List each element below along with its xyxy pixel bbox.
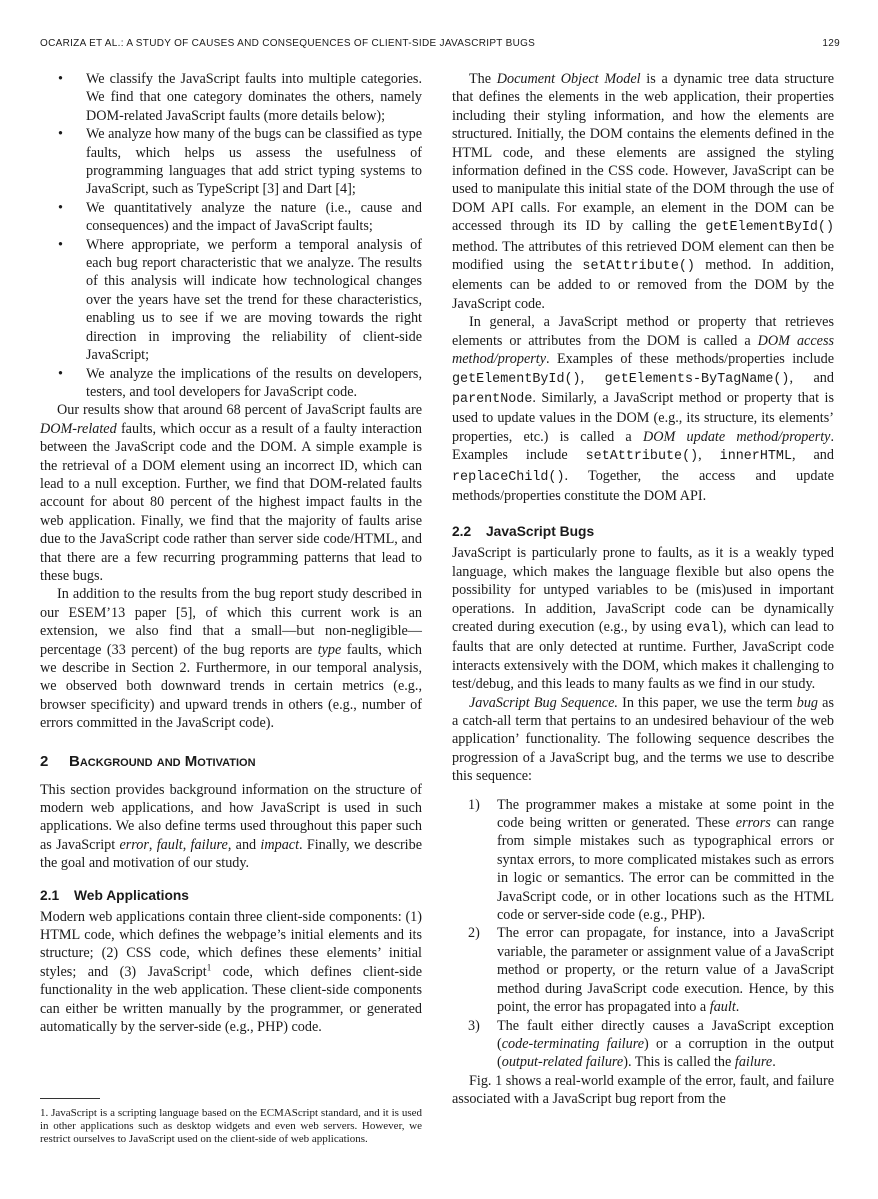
extension-paragraph: In addition to the results from the bug report study described in our ESEM’13 paper [5], of which this current work is an extension, we also find that a small—but non-negligible—percentage (33 percent) of the bug reports are type faults, which we describe in Section 2. Furthermore, in our temporal analysis, we observed both downward trends in certain metrics (e.g., browser specificity) and upward trends in others (e.g., number of errors committed in the JavaScript code). bbox=[40, 586, 422, 732]
list-item: • We quantitatively analyze the nature (i.e., cause and consequences) and the impact of JavaScript faults; bbox=[40, 199, 422, 236]
results-paragraph: Our results show that around 68 percent of JavaScript faults are DOM-related faults, which occur as a result of a faulty interaction between the JavaScript code and the DOM. A simple example is the retrieval of a DOM element using an incorrect ID, which can lead to a null exception. Further, we find that DOM-related faults account for about 80 percent of the highest impact faults in the web application. Finally, we find that the majority of faults arise due to the JavaScript code rather than server side code/HTML, and that there are a few recurring programming patterns that lead to these bugs. bbox=[40, 402, 422, 584]
list-item: • Where appropriate, we perform a temporal analysis of each bug report characteristic that we analyze. The results of this analysis will indicate how technological changes over the years have set the trend for these characteristics, enabling us to see if we are moving towards the right direction in improving the reliability of client-side JavaScript; bbox=[40, 236, 422, 365]
list-item: 1) The programmer makes a mistake at some point in the code being written or generated. These errors can range from simple mistakes such as typographical errors or syntax errors, to more complicated mistakes such as errors in logic or semantics. The error can be committed in the JavaScript code, or in other locations such as the HTML code or server-side code (e.g., PHP). bbox=[468, 796, 835, 924]
dom-paragraph: The Document Object Model is a dynamic tree data structure that defines the elements in the web application, their properties including their styling information, and how the elements are structured. Initially, the DOM contains the elements defined in the HTML code, and these elements are assigned the styling information defined in the CSS code. However, JavaScript can be used to manipulate this initial state of the DOM through the use of DOM API calls. For example, an element in the DOM can be accessed through its ID by calling the getElementById() method. The attributes of this retrieved DOM element can then be modified using the setAttribute() method. In addition, elements can be added to or removed from the DOM by the JavaScript code. bbox=[452, 71, 835, 312]
page-number: 129 bbox=[822, 38, 840, 49]
web-applications-paragraph: Modern web applications contain three client-side components: (1) HTML code, which defines the webpage’s initial elements and its structure; (2) CSS code, which defines these elements’ initial styles; and (3) JavaScript$^1$ code, which defines client-side functionality in the web application. These client-side components can either be written manually by the programmer, or generated automatically by the server-side (e.g., PHP) code. bbox=[40, 908, 423, 1036]
bug-sequence-paragraph: JavaScript Bug Sequence. In this paper, we use the term bug as a catch-all term that pertains to an undesired behaviour of the web application’ functionality. The following sequence describes the progression of a JavaScript bug, and the terms we use to describe this sequence: bbox=[452, 694, 834, 785]
javascript-bugs-paragraph: JavaScript is particularly prone to faults, as it is a weakly typed language, which makes the language flexible but also opens the possibility for untyped variables to be (mis)used in important operations. In addition, JavaScript code can be dynamically created during execution (e.g., by using eval), which can lead to faults that are only detected at runtime. Further, JavaScript code interacts extensively with the DOM, which makes it challenging to test/debug, and this leads to many faults as we find in our study. bbox=[452, 545, 835, 693]
dom-api-paragraph: In general, a JavaScript method or property that retrieves elements or attributes from the DOM is called a DOM access method/property. Examples of these methods/properties include getElementById(), getElements-ByTagName(), and parentNode. Similarly, a JavaScript method or property that is used to update values in the DOM (e.g., its structure, its elements’ properties, etc.) is called a DOM update method/property. Examples include setAttribute(), innerHTML, and replaceChild(). Together, the access and update methods/properties constitute the DOM API. bbox=[452, 314, 834, 504]
running-head-title: OCARIZA ET AL.: A STUDY OF CAUSES AND CONSEQUENCES OF CLIENT-SIDE JAVASCRIPT BUGS bbox=[40, 38, 536, 49]
right-column bbox=[452, 70, 834, 1109]
section-heading-background: 2 Background and Motivation bbox=[40, 752, 256, 770]
subsection-heading-web-applications: 2.1 Web Applications bbox=[40, 887, 189, 903]
list-item: 2) The error can propagate, for instance, into a JavaScript variable, the parameter or assignment value of a JavaScript method or property, or the return value of a JavaScript method during JavaScript code execution. Hence, by this point, the error has propagated into a fault. bbox=[468, 925, 834, 1016]
list-item: • We analyze the implications of the results on developers, testers, and tool developers for JavaScript code. bbox=[40, 365, 422, 402]
footnote-marker: 1 bbox=[206, 962, 212, 973]
contribution-list bbox=[40, 70, 422, 401]
background-intro-paragraph: This section provides background information on the structure of modern web applications, and how JavaScript is used in such applications. We also define terms used throughout this paper such as JavaScript error, fault, failure, and impact. Finally, we describe the goal and motivation of our study. bbox=[40, 781, 422, 872]
figure-reference-paragraph: Fig. 1 shows a real-world example of the error, fault, and failure associated with a JavaScript bug report from the bbox=[452, 1072, 834, 1108]
list-item: • We analyze how many of the bugs can be classified as type faults, which helps us assess the usefulness of programming languages that add strict typing systems to JavaScript, such as TypeScript [3] and Dart [4]; bbox=[40, 125, 422, 199]
list-item: • We classify the JavaScript faults into multiple categories. We find that one category dominates the others, namely DOM-related JavaScript faults (more details below); bbox=[40, 70, 422, 125]
footnote bbox=[40, 1098, 422, 1146]
left-column bbox=[40, 70, 422, 1037]
bug-sequence-list bbox=[452, 796, 834, 1072]
footnote-rule bbox=[40, 1098, 100, 1099]
footnote-text: 1. JavaScript is a scripting language based on the ECMAScript standard, and it is used in other applications such as desktop widgets and even web servers. However, we restrict ourselves to JavaScript used on the client-side of web applications. bbox=[40, 1107, 422, 1145]
list-item: 3) The fault either directly causes a JavaScript exception (code-terminating failure) or a corruption in the output (output-related failure). This is called the failure. bbox=[468, 1017, 834, 1071]
subsection-heading-javascript-bugs: 2.2 JavaScript Bugs bbox=[452, 524, 595, 540]
